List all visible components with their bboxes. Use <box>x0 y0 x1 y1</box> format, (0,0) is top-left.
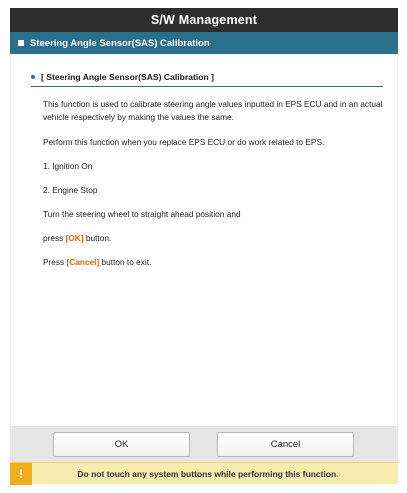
window-title: S/W Management <box>10 8 398 32</box>
press-cancel-prefix: Press <box>43 257 67 267</box>
bullet-dot-icon <box>31 75 35 79</box>
square-bullet-icon <box>18 40 24 46</box>
warning-text: Do not touch any system buttons while performing this function. <box>77 468 339 479</box>
section-title: Steering Angle Sensor(SAS) Calibration <box>30 37 210 49</box>
section-bar <box>10 32 398 54</box>
warning-bar <box>10 462 398 484</box>
content-panel <box>10 54 398 426</box>
press-cancel-suffix: button to exit. <box>99 257 152 267</box>
press-ok-suffix: button. <box>83 233 112 243</box>
steering-instruction: Turn the steering wheel to straight ahead position and <box>43 209 241 219</box>
ok-highlight: [OK] <box>65 233 84 243</box>
press-ok-prefix: press <box>43 233 66 243</box>
content-heading <box>31 72 383 87</box>
press-ok-instruction <box>43 232 388 245</box>
content-heading-text: [ Steering Angle Sensor(SAS) Calibration ] <box>41 72 215 82</box>
ok-button[interactable]: OK <box>53 432 190 457</box>
cancel-highlight: [Cancel] <box>66 257 100 267</box>
button-area <box>10 426 398 462</box>
step-engine-stop: 2. Engine Stop <box>43 185 98 195</box>
description-paragraph: This function is used to calibrate steering angle values inputted in EPS ECU and in an actual vehicle respectively by making the values the same. <box>43 99 383 122</box>
cancel-button[interactable]: Cancel <box>217 432 354 457</box>
press-cancel-instruction <box>43 256 388 269</box>
instruction-paragraph: Perform this function when you replace EPS ECU or do work related to EPS. <box>43 137 325 147</box>
step-ignition-on: 1. Ignition On <box>43 161 93 171</box>
warning-icon: ! <box>10 463 32 485</box>
